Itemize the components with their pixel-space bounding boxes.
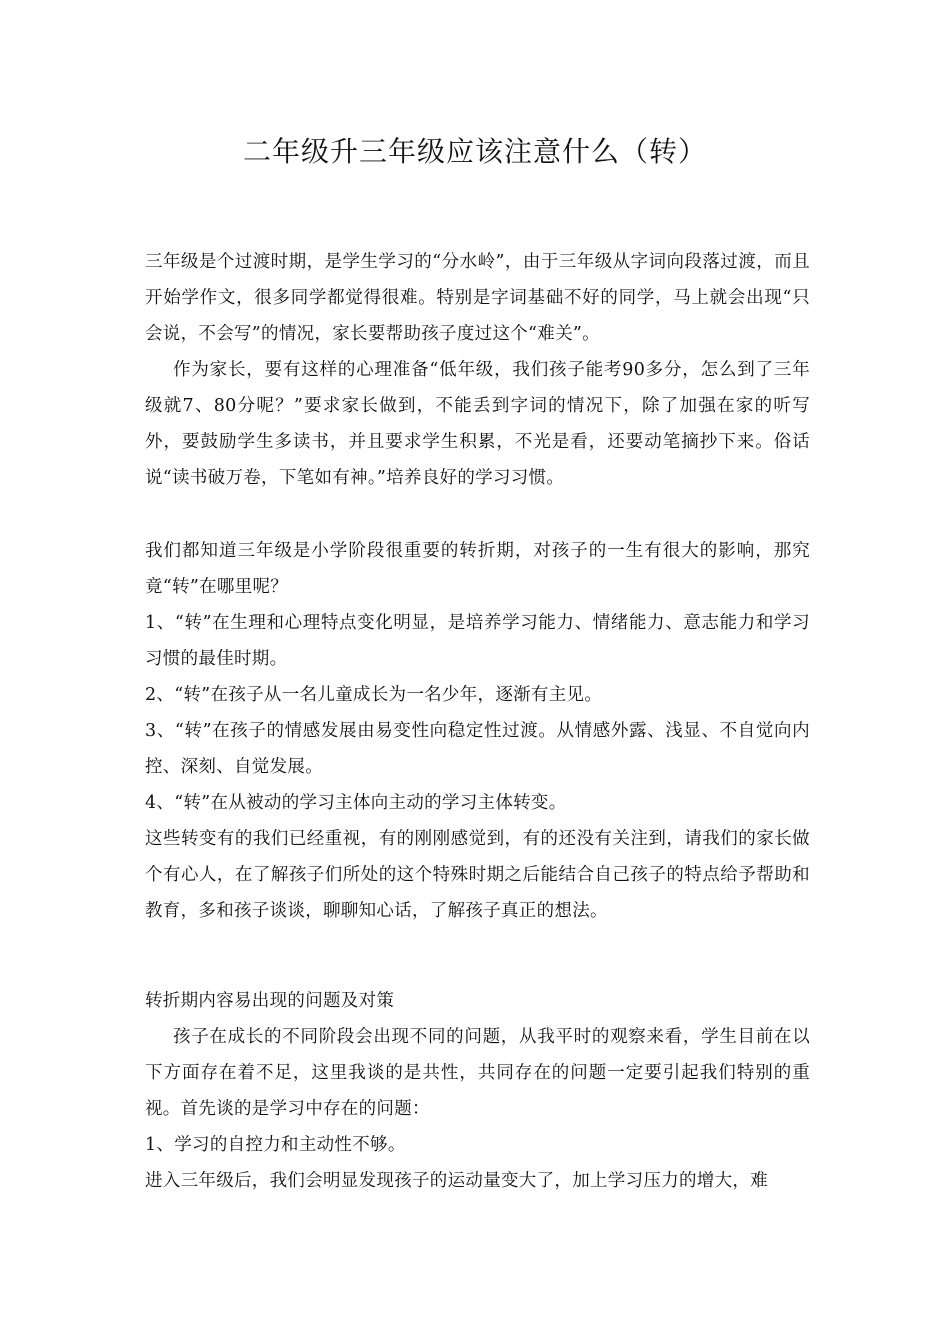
list-item: 1、“转”在生理和心理特点变化明显，是培养学习能力、情绪能力、意志能力和学习习惯的最佳时期。 [145,613,810,669]
document-body [145,244,810,1199]
paragraph-intro: 三年级是个过渡时期，是学生学习的“分水岭”，由于三年级从字词向段落过渡，而且开始学作文，很多同学都觉得很难。特别是字词基础不好的同学，马上就会出现“只会说，不会写”的情况，家长要帮助孩子度过这个“难关”。 [145,252,810,344]
list-item: 2、“转”在孩子从一名儿童成长为一名少年，逐渐有主见。 [145,685,603,705]
paragraph-spacer [145,496,810,533]
list-item: 4、“转”在从被动的学习主体向主动的学习主体转变。 [145,793,567,813]
list-item: 1、学习的自控力和主动性不够。 [145,1135,406,1155]
paragraph-turning-point: 我们都知道三年级是小学阶段很重要的转折期，对孩子的一生有很大的影响，那究竟“转”在哪里呢？ [145,541,810,597]
list-item: 3、“转”在孩子的情感发展由易变性向稳定性过渡。从情感外露、浅显、不自觉向内控、深刻、自觉发展。 [145,721,810,777]
section-heading: 转折期内容易出现的问题及对策 [145,991,395,1011]
paragraph-continued: 进入三年级后，我们会明显发现孩子的运动量变大了，加上学习压力的增大，难 [145,1171,768,1191]
paragraph-advice: 这些转变有的我们已经重视，有的刚刚感觉到，有的还没有关注到，请我们的家长做个有心人，在了解孩子们所处的这个特殊时期之后能结合自己孩子的特点给予帮助和教育，多和孩子谈谈，聊聊知心话，了解孩子真正的想法。 [145,829,810,921]
document-title: 二年级升三年级应该注意什么（转） [242,135,707,168]
paragraph-spacer [145,929,810,983]
paragraph-parents: 作为家长，要有这样的心理准备“低年级，我们孩子能考90多分，怎么到了三年级就7、80分呢？”要求家长做到，不能丢到字词的情况下，除了加强在家的听写外，要鼓励学生多读书，并且要求学生积累，不光是看，还要动笔摘抄下来。俗话说“读书破万卷，下笔如有神。”培养良好的学习习惯。 [145,360,810,488]
paragraph-problems: 孩子在成长的不同阶段会出现不同的问题，从我平时的观察来看，学生目前在以下方面存在着不足，这里我谈的是共性，共同存在的问题一定要引起我们特别的重视。首先谈的是学习中存在的问题： [145,1027,810,1119]
